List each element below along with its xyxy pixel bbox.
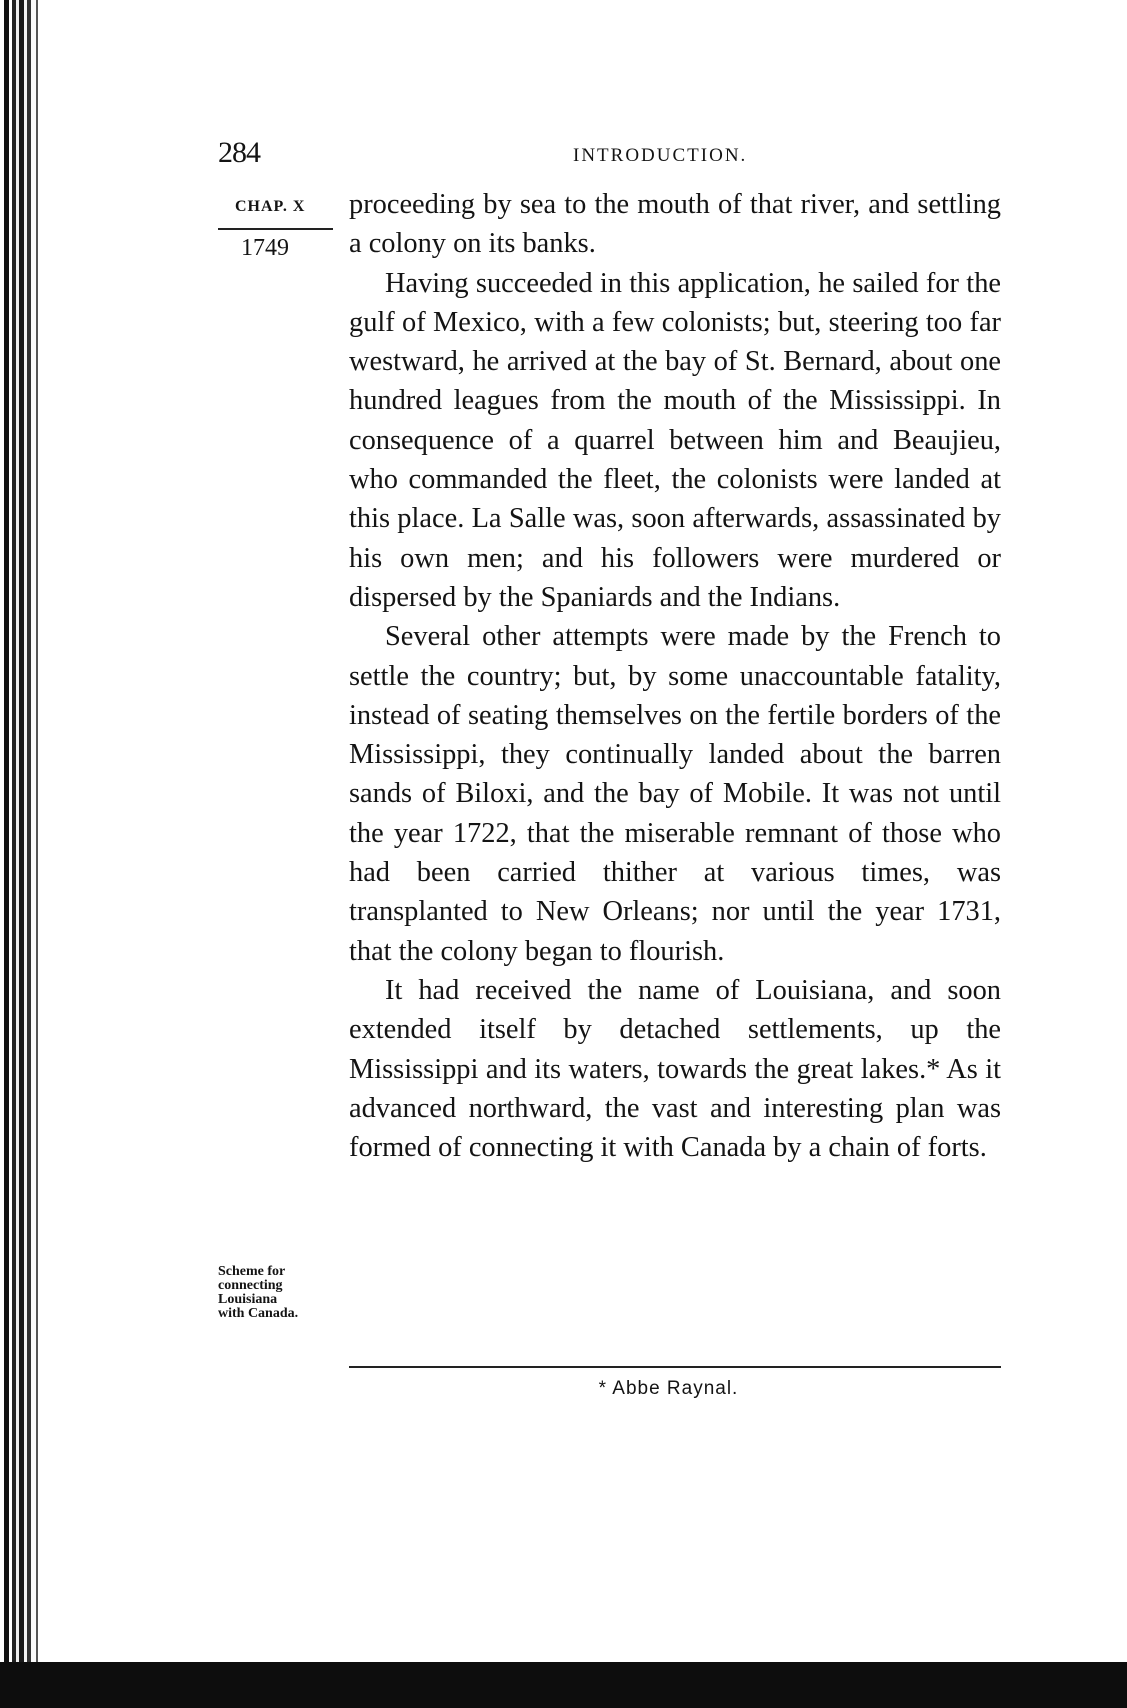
footnote: * Abbe Raynal. [598, 1378, 739, 1399]
side-note-line: connecting [218, 1278, 283, 1293]
book-binding-edge [0, 0, 44, 1708]
paragraph-continued: proceeding by sea to the mouth of that river, and settling a colony on its banks. [349, 189, 1001, 260]
footnote-rule [349, 1366, 1001, 1368]
paragraph: Several other attempts were made by the French to settle the country; but, by some unaccountable fatality, instead of seating themselves on the fertile borders of the Mississippi, they continually landed about the barren sands of Biloxi, and the bay of Mobile. It was not until the year 1722, that the miserable remnant of those who had been carried thither at various times, was transplanted to New Orleans; nor until the year 1731, that the colony began to flourish. [349, 621, 1001, 967]
running-head: INTRODUCTION. [573, 145, 748, 166]
chapter-rule [218, 228, 333, 230]
side-note-line: Scheme for [218, 1264, 286, 1279]
side-note [218, 1265, 298, 1321]
body-text [349, 185, 1001, 1167]
chapter-label: CHAP. X [235, 198, 306, 215]
year-label: 1749 [241, 235, 289, 261]
page-number: 284 [218, 136, 260, 169]
paragraph: It had received the name of Louisiana, and soon extended itself by detached settlements, up the Mississippi and its waters, towards the great lakes.* As it advanced northward, the vast and interesting plan was formed of connecting it with Canada by a chain of forts. [349, 974, 1001, 1164]
side-note-line: with Canada. [218, 1306, 299, 1321]
scan-bottom-border [0, 1662, 1127, 1708]
paragraph: Having succeeded in this application, he sailed for the gulf of Mexico, with a few colonists; but, steering too far westward, he arrived at the bay of St. Bernard, about one hundred leagues from the mouth of the Mississippi. In consequence of a quarrel between him and Beaujieu, who commanded the fleet, the colonists were landed at this place. La Salle was, soon afterwards, assassinated by his own men; and his followers were murdered or dispersed by the Spaniards and the Indians. [349, 267, 1001, 613]
side-note-line: Louisiana [218, 1292, 278, 1307]
